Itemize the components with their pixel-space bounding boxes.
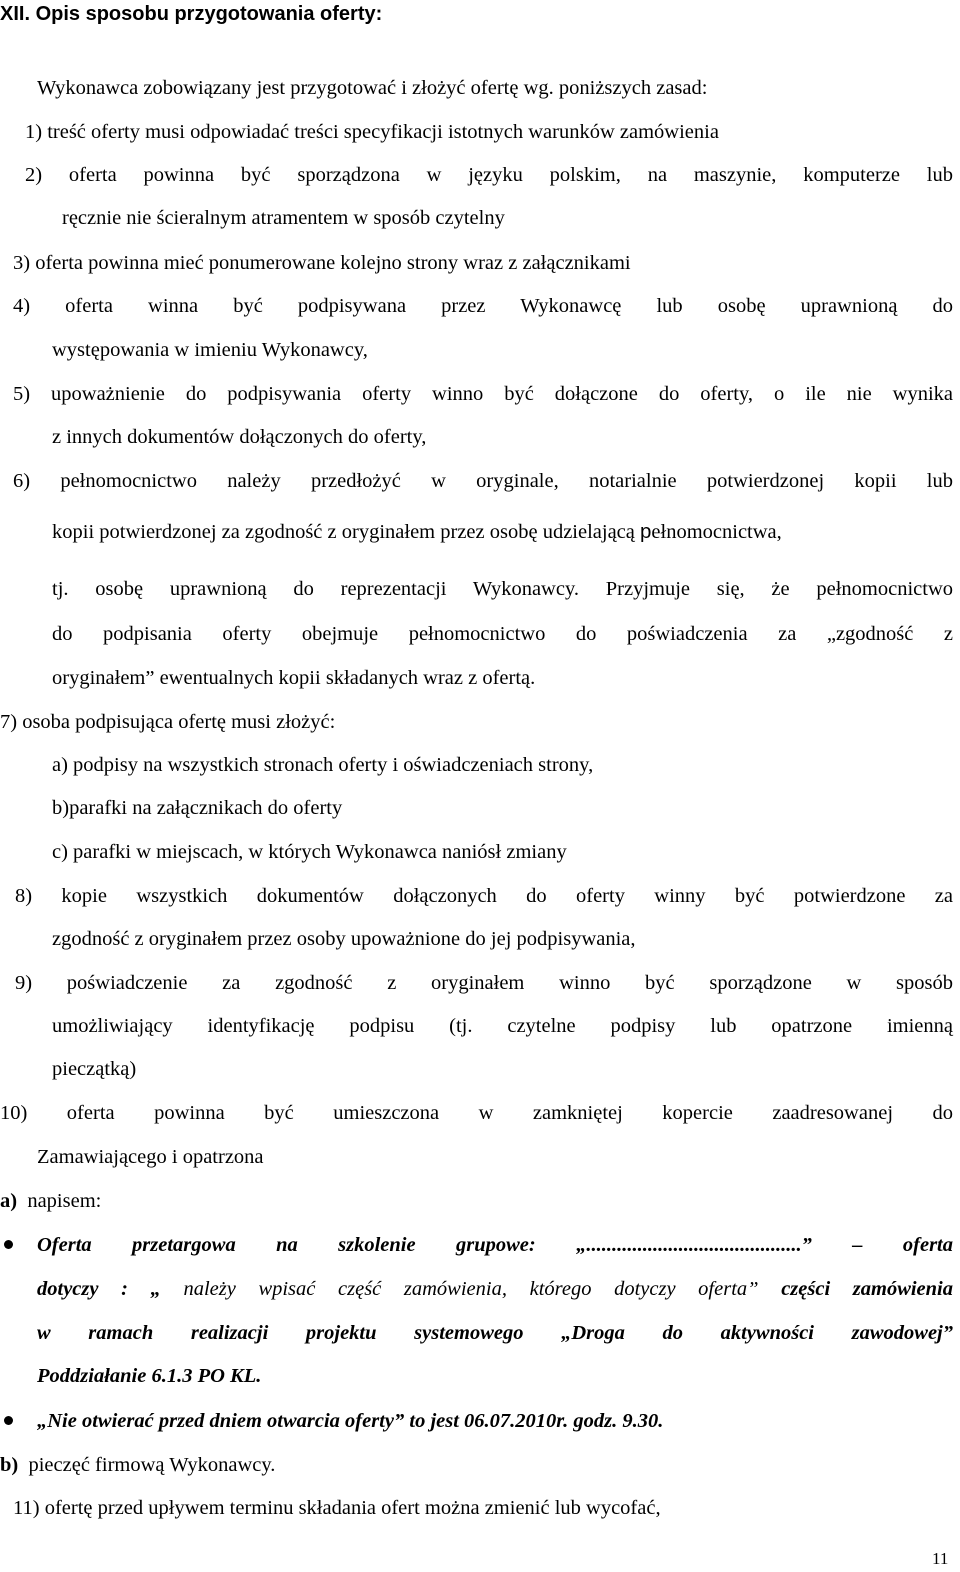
list-item-7c: c) parafki w miejscach, w których Wykonawca naniósł zmiany [52, 841, 567, 863]
sub-item-b-label: b) [0, 1454, 19, 1476]
list-item-6-line-4: do podpisania oferty obejmuje pełnomocnictwo do poświadczenia za „zgodność z [52, 623, 953, 645]
list-item-3: 3) oferta powinna mieć ponumerowane kolejno strony wraz z załącznikami [13, 252, 631, 274]
bullet-1-line-2-start: dotyczy : „ [37, 1278, 184, 1300]
bullet-1-line-4: Poddziałanie 6.1.3 PO KL. [37, 1365, 262, 1387]
bullet-1-line-2 [37, 1279, 953, 1300]
list-item-8-line-2: zgodność z oryginałem przez osoby upoważnione do jej podpisywania, [52, 928, 636, 950]
list-item-10-line-2: Zamawiającego i opatrzona [37, 1146, 264, 1168]
list-item-6-line-2-text-end: ełnomocnictwa, [651, 521, 782, 543]
list-item-6-line-3: tj. osobę uprawnioną do reprezentacji Wykonawcy. Przyjmuje się, że pełnomocnictwo [52, 578, 953, 600]
bullet-icon [4, 1240, 13, 1249]
list-item-9-line-1: 9) poświadczenie za zgodność z oryginałem winno być sporządzone w sposób [15, 972, 953, 994]
list-item-6-line-2-letter: p [640, 520, 652, 543]
list-item-4-line-1: 4) oferta winna być podpisywana przez Wykonawcę lub osobę uprawnioną do [13, 295, 953, 317]
list-item-6-line-2-text: kopii potwierdzonej za zgodność z oryginałem przez osobę udzielającą [52, 521, 640, 543]
sub-item-b [0, 1455, 275, 1476]
list-item-5-line-1: 5) upoważnienie do podpisywania oferty winno być dołączone do oferty, o ile nie wynika [13, 383, 953, 405]
intro-text: Wykonawca zobowiązany jest przygotować i złożyć ofertę wg. poniższych zasad: [37, 77, 708, 99]
list-item-2-line-2: ręcznie nie ścieralnym atramentem w sposób czytelny [62, 207, 505, 229]
sub-item-a-text: napisem: [27, 1190, 102, 1212]
list-item-5-line-2: z innych dokumentów dołączonych do oferty, [52, 426, 427, 448]
list-item-1: 1) treść oferty musi odpowiadać treści specyfikacji istotnych warunków zamówienia [25, 121, 719, 143]
list-item-9-line-2: umożliwiający identyfikację podpisu (tj. czytelne podpisy lub opatrzone imienną [52, 1015, 953, 1037]
list-item-9-line-3: pieczątką) [52, 1058, 137, 1080]
bullet-1-line-2-end: części zamówienia [758, 1278, 954, 1300]
list-item-6-line-5: oryginałem” ewentualnych kopii składanych wraz z ofertą. [52, 667, 536, 689]
bullet-icon [4, 1416, 13, 1425]
sub-item-b-text: pieczęć firmową Wykonawcy. [28, 1454, 276, 1476]
sub-item-a-label: a) [0, 1190, 18, 1212]
list-item-4-line-2: występowania w imieniu Wykonawcy, [52, 339, 368, 361]
list-item-2-line-1: 2) oferta powinna być sporządzona w języku polskim, na maszynie, komputerze lub [25, 164, 953, 186]
bullet-1-line-3: w ramach realizacji projektu systemowego „Droga do aktywności zawodowej” [37, 1322, 953, 1344]
list-item-7: 7) osoba podpisująca ofertę musi złożyć: [0, 711, 336, 733]
list-item-6-line-2 [52, 522, 782, 543]
list-item-8-line-1: 8) kopie wszystkich dokumentów dołączonych do oferty winny być potwierdzone za [15, 885, 953, 907]
bullet-2: „Nie otwierać przed dniem otwarcia oferty” to jest 06.07.2010r. godz. 9.30. [37, 1410, 664, 1432]
list-item-10-line-1: 10) oferta powinna być umieszczona w zamkniętej kopercie zaadresowanej do [0, 1102, 953, 1124]
list-item-6-line-1: 6) pełnomocnictwo należy przedłożyć w oryginale, notarialnie potwierdzonej kopii lub [13, 470, 953, 492]
list-item-7a: a) podpisy na wszystkich stronach oferty i oświadczeniach strony, [52, 754, 594, 776]
list-item-11: 11) ofertę przed upływem terminu składania ofert można zmienić lub wycofać, [13, 1497, 661, 1519]
page-number: 11 [932, 1549, 949, 1568]
sub-item-a [0, 1191, 101, 1212]
list-item-7b: b)parafki na załącznikach do oferty [52, 797, 343, 819]
bullet-1-line-2-italic: należy wpisać część zamówienia, którego dotyczy oferta” [183, 1278, 759, 1300]
section-heading: XII. Opis sposobu przygotowania oferty: [0, 3, 383, 25]
bullet-1-line-1: Oferta przetargowa na szkolenie grupowe: „..........................................” – oferta [37, 1234, 953, 1256]
